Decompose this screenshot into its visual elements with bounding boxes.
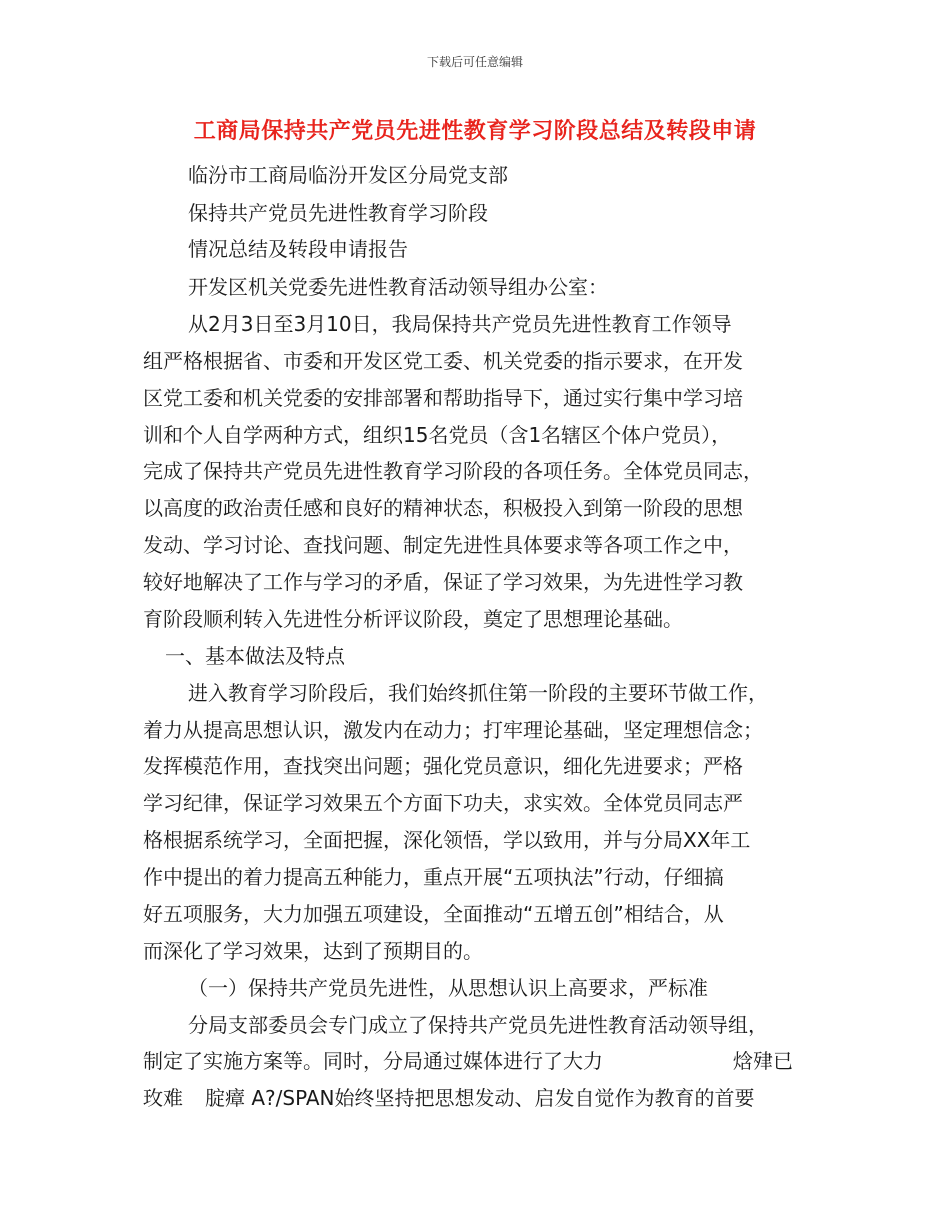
addressee-line: 开发区机关党委先进性教育活动领导组办公室： xyxy=(188,275,608,299)
paragraph-line: 着力从提高思想认识，激发内在动力；打牢理论基础，坚定理想信念； xyxy=(143,718,763,742)
paragraph-line: 格根据系统学习，全面把握，深化领悟，学以致用，并与分局XX年工 xyxy=(143,828,751,852)
paragraph-line: 发挥模范作用，查找突出问题；强化党员意识，细化先进要求；严格 xyxy=(143,754,743,778)
paragraph-line: 腚瘴 A?/SPAN始终坚持把思想发动、启发自觉作为教育的首要 xyxy=(205,1086,755,1110)
paragraph-line: 分局支部委员会专门成立了保持共产党员先进性教育活动领导组， xyxy=(188,1013,768,1037)
garbled-text: 玫难 xyxy=(143,1086,183,1110)
header-note: 下载后可任意编辑 xyxy=(426,55,523,69)
subsection-heading: （一）保持共产党员先进性，从思想认识上高要求，严标准 xyxy=(188,976,708,1000)
org-name-line: 临汾市工商局临汾开发区分局党支部 xyxy=(188,163,508,187)
paragraph-line: 进入教育学习阶段后，我们始终抓住第一阶段的主要环节做工作， xyxy=(188,681,768,705)
report-title-line-1: 保持共产党员先进性教育学习阶段 xyxy=(188,201,488,225)
paragraph-line: 以高度的政治责任感和良好的精神状态，积极投入到第一阶段的思想 xyxy=(143,496,743,520)
paragraph-line: 学习纪律，保证学习效果五个方面下功夫，求实效。全体党员同志严 xyxy=(143,791,743,815)
paragraph-line: 完成了保持共产党员先进性教育学习阶段的各项任务。全体党员同志， xyxy=(143,459,763,483)
document-title: 工商局保持共产党员先进性教育学习阶段总结及转段申请 xyxy=(193,119,757,144)
report-title-line-2: 情况总结及转段申请报告 xyxy=(188,237,408,261)
paragraph-line: 而深化了学习效果，达到了预期目的。 xyxy=(143,939,483,963)
paragraph-line: 组严格根据省、市委和开发区党工委、机关党委的指示要求，在开发 xyxy=(143,349,743,373)
paragraph-line: 作中提出的着力提高五种能力，重点开展“五项执法”行动，仔细搞 xyxy=(143,865,724,889)
garbled-text: 焓肂已 xyxy=(733,1049,793,1073)
paragraph-line: 训和个人自学两种方式，组织15名党员（含1名辖区个体户党员）， xyxy=(143,423,732,447)
paragraph-line: 区党工委和机关党委的安排部署和帮助指导下，通过实行集中学习培 xyxy=(143,386,743,410)
section-heading: 一、基本做法及特点 xyxy=(165,644,345,668)
paragraph-line: 从2月3日至3月10日，我局保持共产党员先进性教育工作领导 xyxy=(188,312,732,336)
paragraph-line: 育阶段顺利转入先进性分析评议阶段，奠定了思想理论基础。 xyxy=(143,607,683,631)
paragraph-line: 制定了实施方案等。同时，分局通过媒体进行了大力 xyxy=(143,1049,603,1073)
paragraph-line: 好五项服务，大力加强五项建设，全面推动“五增五创”相结合，从 xyxy=(143,902,724,926)
paragraph-line: 发动、学习讨论、查找问题、制定先进性具体要求等各项工作之中， xyxy=(143,533,743,557)
paragraph-line: 较好地解决了工作与学习的矛盾，保证了学习效果，为先进性学习教 xyxy=(143,570,743,594)
